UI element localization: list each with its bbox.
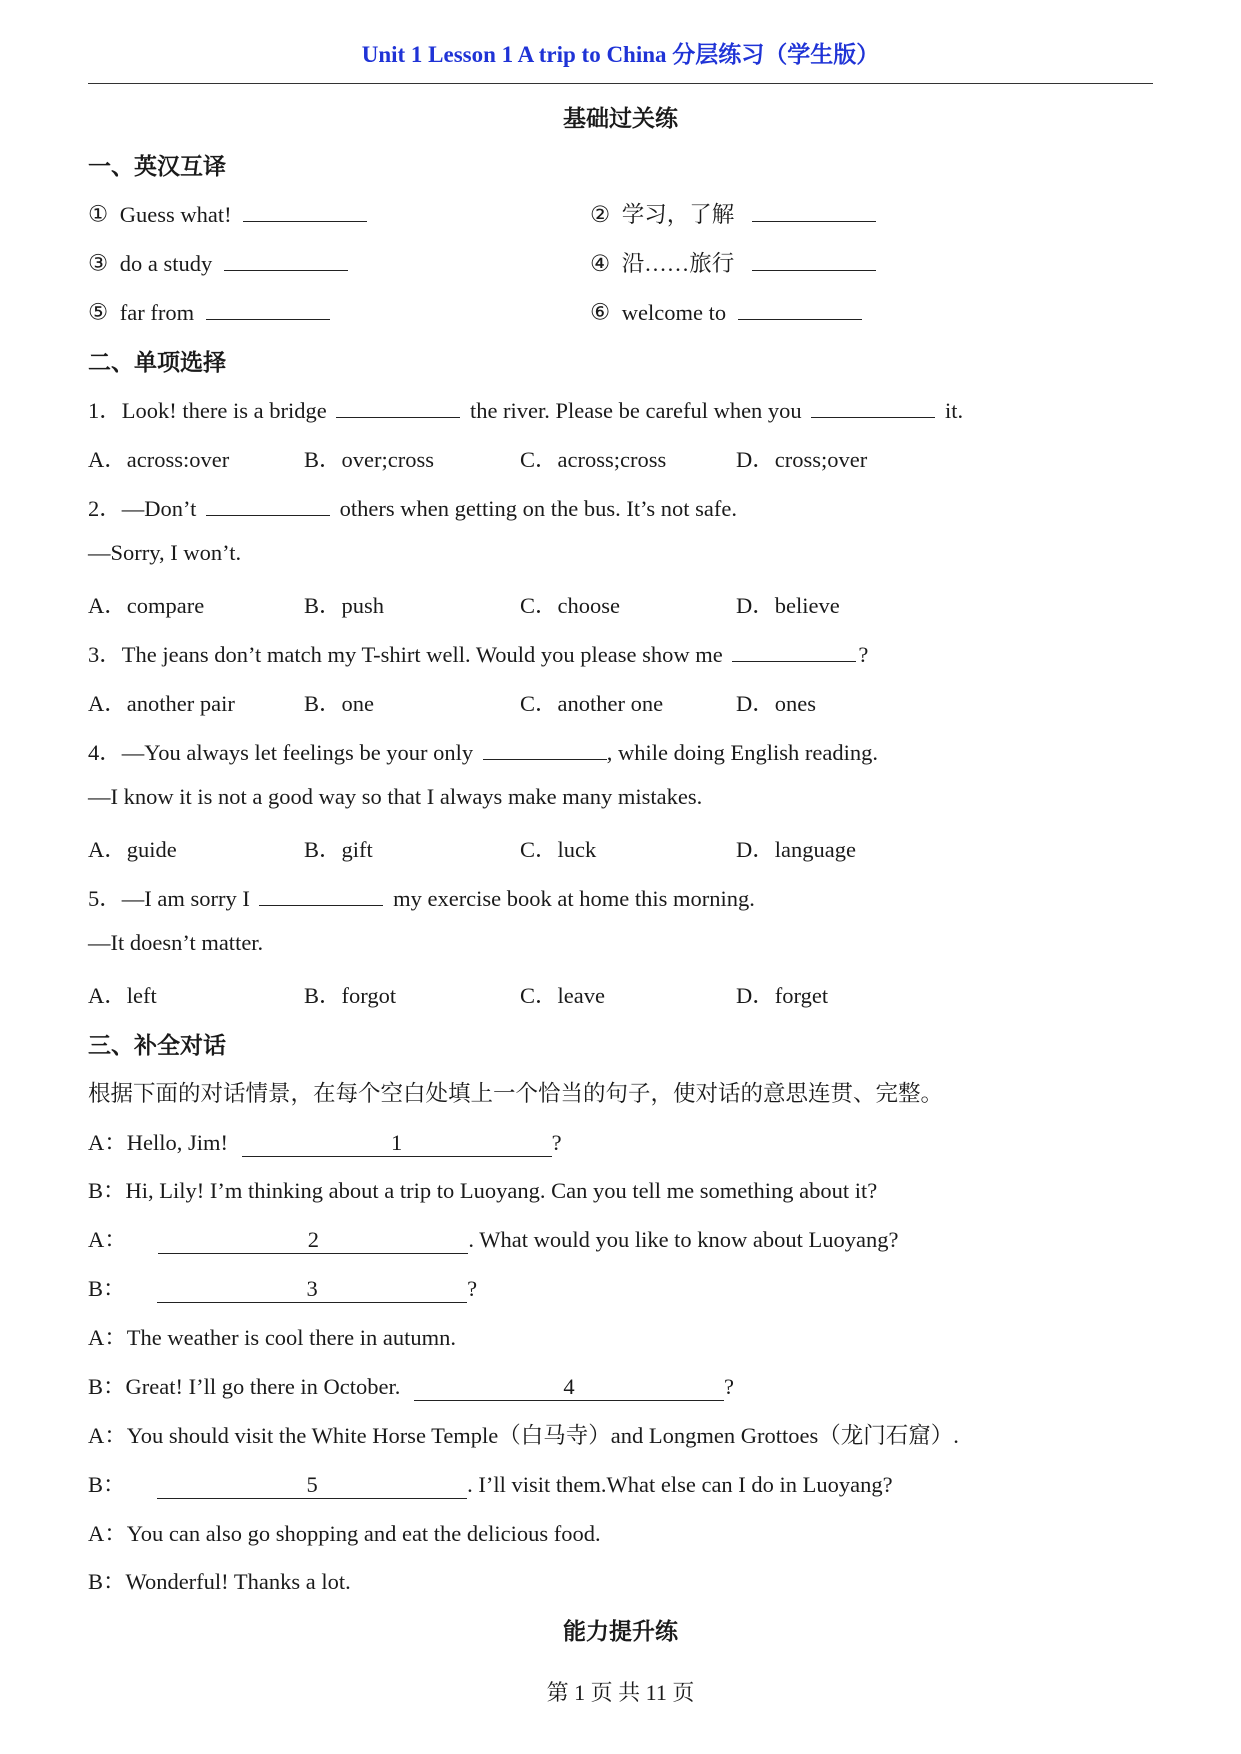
answer-blank[interactable] [738,295,862,320]
part2-heading: 二、单项选择 [88,350,226,375]
dialogue-line-7 [88,1418,959,1450]
question-text: others when getting on the bus. It’s not safe. [339,496,738,521]
translation-item-4 [590,246,876,278]
dialogue-blank-1[interactable]: 1 [242,1131,552,1157]
answer-blank[interactable] [732,637,856,662]
item-text: do a study [119,250,213,276]
q2-option-c[interactable]: C．choose [520,593,620,618]
part3-instruction: 根据下面的对话情景，在每个空白处填上一个恰当的句子，使对话的意思连贯、完整。 [88,1081,944,1106]
question-text: 1．Look! there is a bridge [88,398,327,423]
speaker-label: A： [88,1227,127,1252]
dialogue-text: Wonderful! Thanks a lot. [125,1569,351,1594]
item-text: welcome to [621,299,727,325]
item-number: ⑥ [590,299,611,325]
section-title-basic: 基础过关练 [563,106,678,131]
q3-option-c[interactable]: C．another one [520,691,664,716]
dialogue-text: Great! I’ll go there in October. [125,1374,401,1399]
q2-option-b[interactable]: B．push [304,593,385,618]
item-number: ⑤ [88,299,109,325]
dialogue-line-10 [88,1564,351,1596]
question-text: my exercise book at home this morning. [393,886,755,911]
dialogue-text: You should visit the White Horse Temple（白马寺）and Longmen Grottoes（龙门石窟）. [126,1423,959,1448]
question-text: , while doing English reading. [606,740,879,765]
question-2-reply: —Sorry, I won’t. [88,540,242,565]
translation-item-2 [590,197,876,229]
translation-item-3 [88,246,348,277]
dialogue-blank-5[interactable]: 5 [157,1473,467,1499]
dialogue-blank-3[interactable]: 3 [157,1277,467,1303]
dialogue-line-1 [88,1125,562,1157]
dialogue-text: Hello, Jim! [126,1130,228,1155]
question-5-reply: —It doesn’t matter. [88,930,264,955]
speaker-label: A： [88,1130,127,1155]
answer-blank[interactable] [752,246,876,271]
header-divider [88,83,1153,84]
dialogue-text: ? [724,1374,735,1399]
speaker-label: A： [88,1423,127,1448]
item-number: ② [590,202,611,227]
q1-option-b[interactable]: B．over;cross [304,447,434,472]
q1-option-d[interactable]: D．cross;over [736,447,868,472]
q3-option-a[interactable]: A．another pair [88,691,235,716]
dialogue-line-6 [88,1369,734,1401]
translation-item-5 [88,295,330,326]
q4-option-a[interactable]: A．guide [88,837,177,862]
answer-blank[interactable] [206,295,330,320]
q5-option-a[interactable]: A．left [88,983,157,1008]
dialogue-text: ? [467,1276,478,1301]
question-4-reply: —I know it is not a good way so that I always make many mistakes. [88,784,703,809]
dialogue-line-8 [88,1467,893,1499]
q5-option-b[interactable]: B．forgot [304,983,397,1008]
dialogue-line-3 [88,1222,899,1254]
q3-option-d[interactable]: D．ones [736,691,816,716]
speaker-label: B： [88,1472,126,1497]
dialogue-text: . I’ll visit them.What else can I do in Luoyang? [467,1472,893,1497]
part3-heading: 三、补全对话 [88,1033,226,1058]
dialogue-text: Hi, Lily! I’m thinking about a trip to Luoyang. Can you tell me something about it? [125,1178,878,1203]
dialogue-text: You can also go shopping and eat the delicious food. [126,1521,601,1546]
q5-option-c[interactable]: C．leave [520,983,605,1008]
dialogue-line-5 [88,1320,456,1352]
question-1 [88,393,963,425]
question-text: 3．The jeans don’t match my T-shirt well. Would you please show me [88,642,723,667]
speaker-label: A： [88,1521,127,1546]
q5-option-d[interactable]: D．forget [736,983,829,1008]
page-number: 第 1 页 共 11 页 [546,1680,695,1705]
q3-option-b[interactable]: B．one [304,691,374,716]
answer-blank[interactable] [243,197,367,222]
item-text: far from [119,299,195,325]
answer-blank[interactable] [206,491,330,516]
dialogue-line-4 [88,1271,477,1303]
q4-option-d[interactable]: D．language [736,837,856,862]
item-text: 学习，了解 [621,202,735,227]
item-number: ① [88,201,109,227]
question-2 [88,491,737,523]
section-title-advanced: 能力提升练 [563,1619,678,1644]
answer-blank[interactable] [483,735,607,760]
speaker-label: B： [88,1178,126,1203]
answer-blank[interactable] [336,393,460,418]
dialogue-blank-4[interactable]: 4 [414,1375,724,1401]
answer-blank[interactable] [259,881,383,906]
answer-blank[interactable] [752,197,876,222]
dialogue-text: ? [551,1130,562,1155]
item-text: Guess what! [119,201,232,227]
question-text: 5．—I am sorry I [88,886,250,911]
answer-blank[interactable] [811,393,935,418]
speaker-label: B： [88,1374,126,1399]
question-text: the river. Please be careful when you [469,398,802,423]
question-3 [88,637,868,669]
dialogue-line-9 [88,1516,601,1548]
q4-option-b[interactable]: B．gift [304,837,373,862]
q2-option-d[interactable]: D．believe [736,593,840,618]
question-5 [88,881,755,913]
document-header-title: Unit 1 Lesson 1 A trip to China 分层练习（学生版） [361,42,880,67]
item-number: ④ [590,251,611,276]
item-number: ③ [88,250,109,276]
translation-item-6 [590,295,862,326]
q1-option-a[interactable]: A．across:over [88,447,230,472]
dialogue-text: . What would you like to know about Luoyang? [468,1227,899,1252]
question-text: 2．—Don’t [88,496,197,521]
item-text: 沿……旅行 [621,251,735,276]
answer-blank[interactable] [224,246,348,271]
question-text: ? [858,642,869,667]
question-text: it. [944,398,964,423]
part1-heading: 一、英汉互译 [88,154,226,179]
dialogue-blank-2[interactable]: 2 [158,1228,468,1254]
q4-option-c[interactable]: C．luck [520,837,597,862]
speaker-label: A： [88,1325,127,1350]
dialogue-line-2 [88,1173,877,1205]
question-4 [88,735,878,767]
speaker-label: B： [88,1276,126,1301]
dialogue-text: The weather is cool there in autumn. [126,1325,457,1350]
speaker-label: B： [88,1569,126,1594]
q2-option-a[interactable]: A．compare [88,593,205,618]
question-text: 4．—You always let feelings be your only [88,740,474,765]
q1-option-c[interactable]: C．across;cross [520,447,667,472]
translation-item-1 [88,197,367,228]
